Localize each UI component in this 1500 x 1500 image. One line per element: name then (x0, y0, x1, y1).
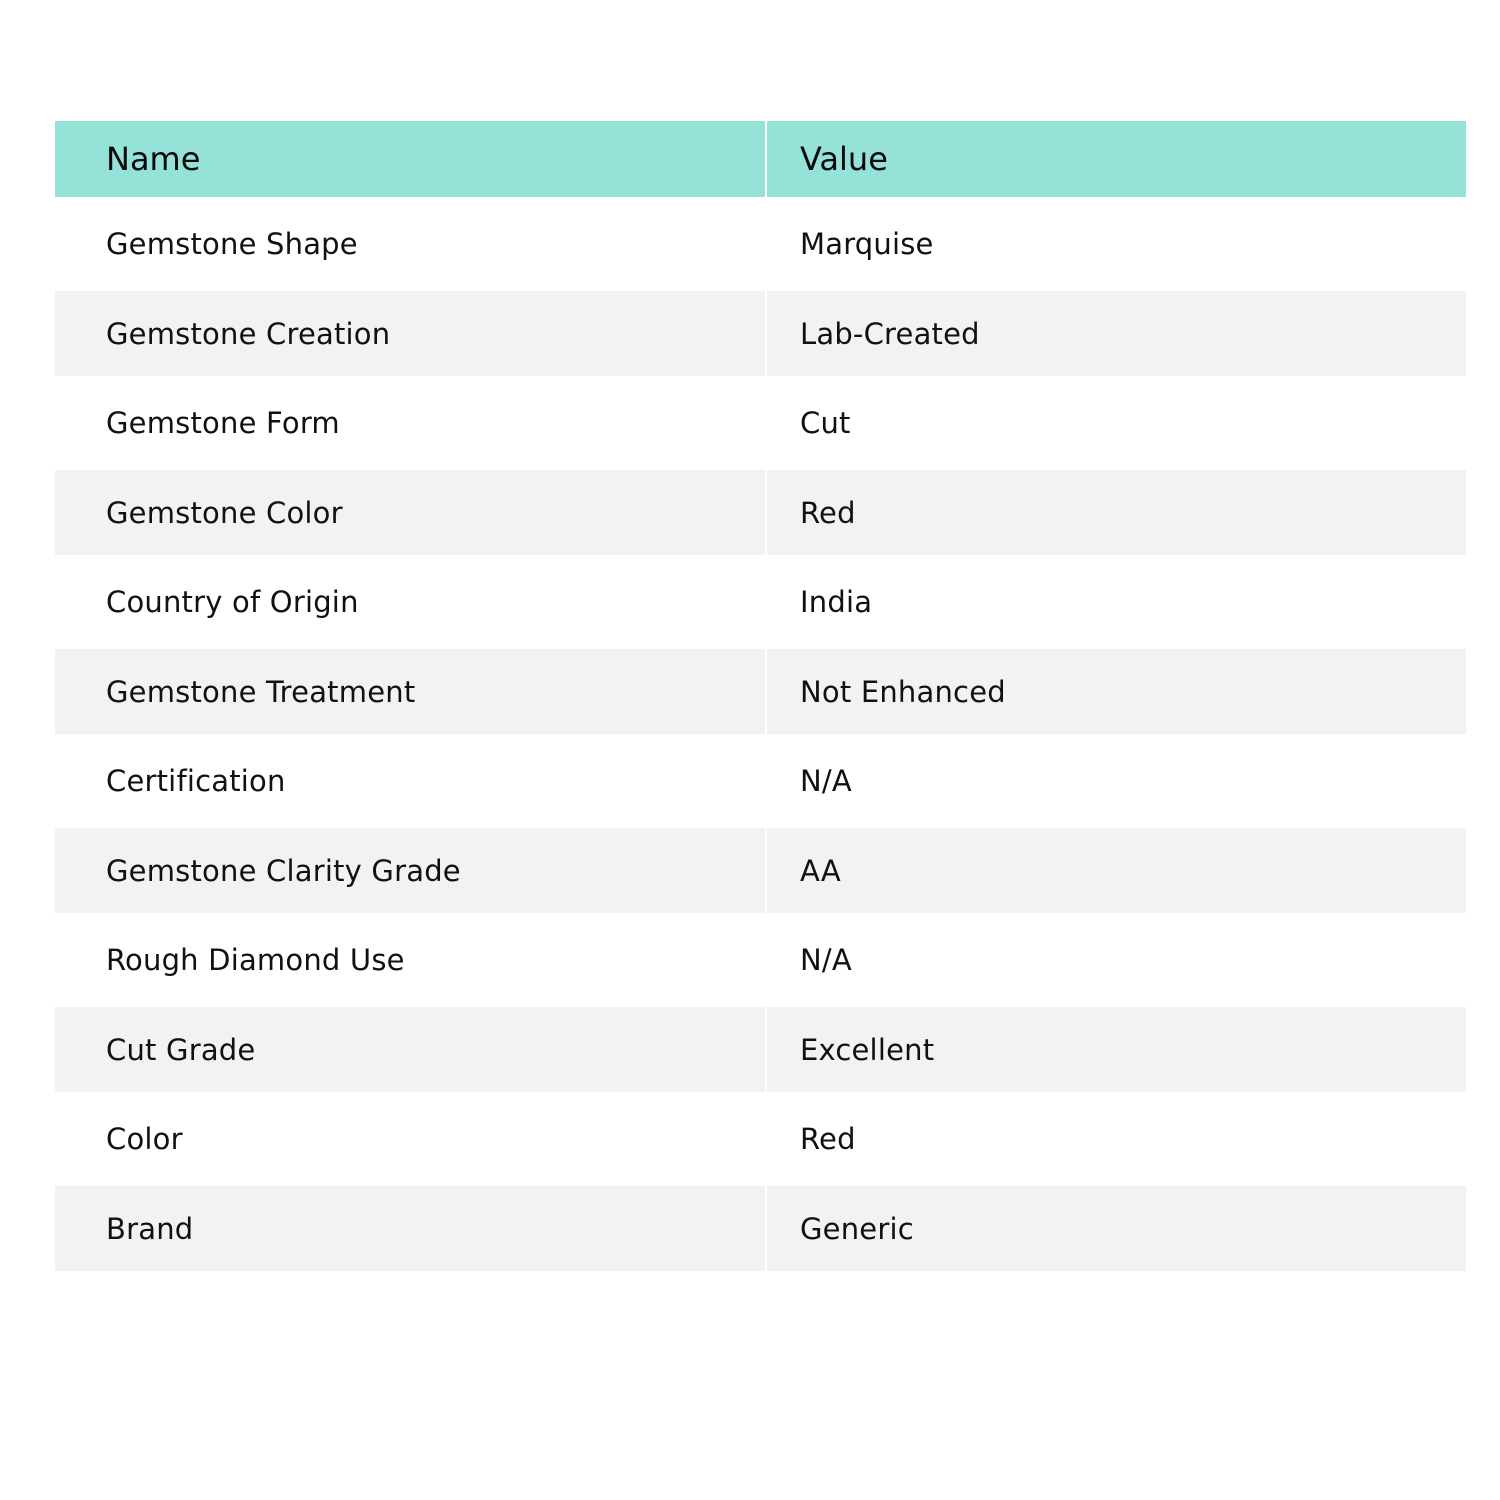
row-value: N/A (766, 913, 1466, 1007)
row-value: Not Enhanced (766, 649, 1466, 734)
header-name: Name (55, 121, 766, 197)
table-row (55, 1092, 1466, 1186)
table-body (55, 197, 1466, 1271)
row-name: Gemstone Color (55, 470, 766, 555)
table-row (55, 376, 1466, 470)
row-value: Excellent (766, 1007, 1466, 1092)
table-row (55, 1007, 1466, 1092)
table-row (55, 555, 1466, 649)
table-row (55, 734, 1466, 828)
table-header (55, 121, 1466, 197)
row-name: Gemstone Shape (55, 197, 766, 291)
table-row (55, 828, 1466, 913)
row-name: Brand (55, 1186, 766, 1271)
row-name: Cut Grade (55, 1007, 766, 1092)
row-value: N/A (766, 734, 1466, 828)
row-name: Color (55, 1092, 766, 1186)
row-value: Marquise (766, 197, 1466, 291)
table-row (55, 291, 1466, 376)
table-row (55, 197, 1466, 291)
row-value: Red (766, 1092, 1466, 1186)
table-row (55, 913, 1466, 1007)
row-name: Gemstone Clarity Grade (55, 828, 766, 913)
table-row (55, 470, 1466, 555)
row-value: AA (766, 828, 1466, 913)
table-row (55, 1186, 1466, 1271)
row-name: Rough Diamond Use (55, 913, 766, 1007)
row-name: Gemstone Form (55, 376, 766, 470)
row-name: Gemstone Treatment (55, 649, 766, 734)
header-row (55, 121, 1466, 197)
row-value: Lab-Created (766, 291, 1466, 376)
table-row (55, 649, 1466, 734)
row-name: Country of Origin (55, 555, 766, 649)
header-value: Value (766, 121, 1466, 197)
row-name: Certification (55, 734, 766, 828)
row-value: Red (766, 470, 1466, 555)
row-name: Gemstone Creation (55, 291, 766, 376)
row-value: Generic (766, 1186, 1466, 1271)
row-value: Cut (766, 376, 1466, 470)
specification-table (55, 121, 1466, 1271)
row-value: India (766, 555, 1466, 649)
